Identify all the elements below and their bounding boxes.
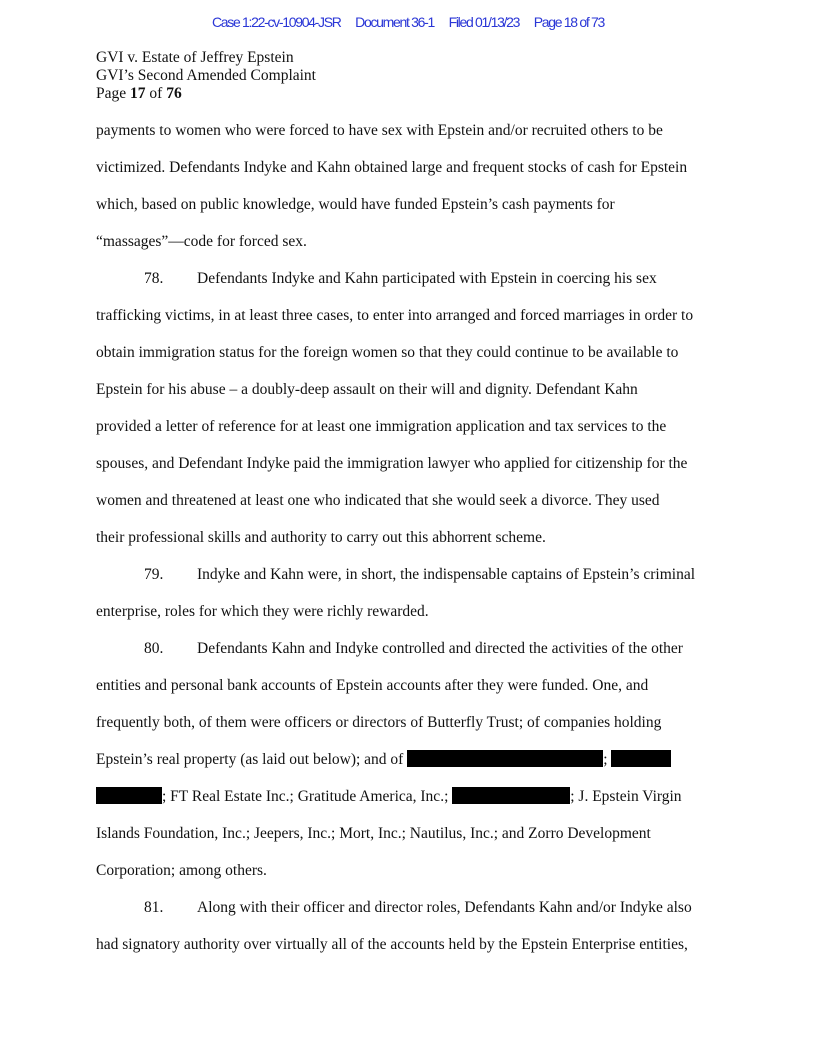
paragraph-79-first-line	[96, 556, 720, 593]
text-line-with-redactions	[96, 778, 720, 815]
complaint-body-text	[96, 112, 720, 963]
paragraph-81-first-line	[96, 889, 720, 926]
paragraph-number: 79.	[144, 566, 164, 583]
filed-date: Filed 01/13/23	[448, 14, 520, 30]
paragraph-80-first-line	[96, 630, 720, 667]
text-line: trafficking victims, in at least three cases, to enter into arranged and forced marriages in order to	[96, 307, 694, 324]
redaction-bar	[611, 750, 671, 767]
text-line: frequently both, of them were officers or directors of Butterfly Trust; of companies holding	[96, 714, 662, 731]
text-line: enterprise, roles for which they were richly rewarded.	[96, 603, 429, 620]
caption-document-title: GVI’s Second Amended Complaint	[96, 67, 316, 84]
page-of-label: of	[149, 85, 163, 102]
text-segment: ;	[603, 751, 608, 768]
document-caption	[96, 49, 316, 103]
text-segment: Epstein’s real property (as laid out below); and of	[96, 751, 404, 768]
page-total: 76	[166, 85, 182, 102]
filing-page-count: Page 18 of 73	[533, 14, 605, 30]
document-number: Document 36-1	[355, 14, 434, 30]
court-filing-header	[0, 14, 816, 30]
paragraph-78-first-line	[96, 260, 720, 297]
text-line: Corporation; among others.	[96, 862, 267, 879]
paragraph-number: 80.	[144, 640, 164, 657]
paragraph-text: Defendants Kahn and Indyke controlled and directed the activities of the other	[197, 640, 683, 657]
text-line: their professional skills and authority to carry out this abhorrent scheme.	[96, 529, 546, 546]
text-segment: ; J. Epstein Virgin	[570, 788, 682, 805]
paragraph-text: Indyke and Kahn were, in short, the indispensable captains of Epstein’s criminal	[197, 566, 696, 583]
text-line: which, based on public knowledge, would have funded Epstein’s cash payments for	[96, 196, 615, 213]
text-line: obtain immigration status for the foreign women so that they could continue to be available to	[96, 344, 679, 361]
page-label: Page	[96, 85, 127, 102]
text-segment: ; FT Real Estate Inc.; Gratitude America, Inc.;	[162, 788, 449, 805]
redaction-bar	[96, 787, 162, 804]
redaction-bar	[452, 787, 570, 804]
text-line: spouses, and Defendant Indyke paid the immigration lawyer who applied for citizenship for the	[96, 455, 688, 472]
text-line: provided a letter of reference for at least one immigration application and tax services to the	[96, 418, 667, 435]
paragraph-number: 78.	[144, 270, 164, 287]
page-current: 17	[130, 85, 146, 102]
paragraph-text: Defendants Indyke and Kahn participated with Epstein in coercing his sex	[197, 270, 657, 287]
paragraph-text: Along with their officer and director roles, Defendants Kahn and/or Indyke also	[197, 899, 692, 916]
text-line-with-redactions	[96, 741, 720, 778]
text-line: women and threatened at least one who indicated that she would seek a divorce. They used	[96, 492, 660, 509]
text-line: victimized. Defendants Indyke and Kahn obtained large and frequent stocks of cash for Epstein	[96, 159, 688, 176]
text-line: Islands Foundation, Inc.; Jeepers, Inc.; Mort, Inc.; Nautilus, Inc.; and Zorro Development	[96, 825, 651, 842]
paragraph-number: 81.	[144, 899, 164, 916]
redaction-bar	[407, 750, 603, 767]
text-line: Epstein for his abuse – a doubly-deep assault on their will and dignity. Defendant Kahn	[96, 381, 638, 398]
text-line: “massages”—code for forced sex.	[96, 233, 307, 250]
case-number: Case 1:22-cv-10904-JSR	[211, 14, 341, 30]
text-line: payments to women who were forced to have sex with Epstein and/or recruited others to be	[96, 122, 663, 139]
caption-case-title: GVI v. Estate of Jeffrey Epstein	[96, 49, 294, 66]
text-line: had signatory authority over virtually all of the accounts held by the Epstein Enterprise entities,	[96, 936, 688, 953]
caption-page-number	[96, 85, 316, 103]
text-line: entities and personal bank accounts of Epstein accounts after they were funded. One, and	[96, 677, 649, 694]
